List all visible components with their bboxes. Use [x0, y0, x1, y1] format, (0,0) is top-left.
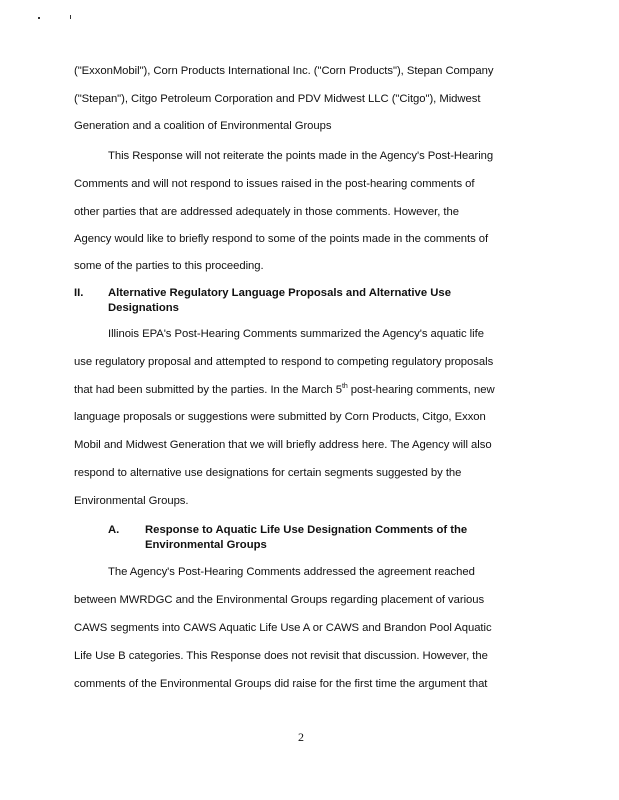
- paragraph1-line: ("Stepan"), Citgo Petroleum Corporation and PDV Midwest LLC ("Citgo"), Midwest: [74, 93, 481, 105]
- paragraph3-line: respond to alternative use designations for certain segments suggested by the: [74, 467, 462, 479]
- paragraph3-line: Mobil and Midwest Generation that we will briefly address here. The Agency will also: [74, 439, 492, 451]
- paragraph3-line: Illinois EPA's Post-Hearing Comments summarized the Agency's aquatic life: [108, 328, 484, 340]
- ordinal-superscript: th: [341, 383, 348, 391]
- scan-speck: [70, 15, 71, 19]
- paragraph4-line: comments of the Environmental Groups did raise for the first time the argument that: [74, 678, 488, 690]
- paragraph3-line-text: that had been submitted by the parties. In the March 5: [74, 384, 342, 396]
- paragraph1-line: Generation and a coalition of Environmental Groups: [74, 120, 332, 132]
- paragraph3-line: language proposals or suggestions were submitted by Corn Products, Citgo, Exxon: [74, 411, 486, 423]
- paragraph2-line: This Response will not reiterate the points made in the Agency's Post-Hearing: [108, 150, 494, 162]
- paragraph3-line: [74, 384, 495, 396]
- paragraph1-line: ("ExxonMobil"), Corn Products International Inc. ("Corn Products"), Stepan Company: [74, 65, 494, 77]
- paragraph3-line: use regulatory proposal and attempted to respond to competing regulatory proposals: [74, 356, 494, 368]
- paragraph4-line: CAWS segments into CAWS Aquatic Life Use A or CAWS and Brandon Pool Aquatic: [74, 622, 492, 634]
- paragraph3-line: Environmental Groups.: [74, 495, 189, 507]
- paragraph2-line: Comments and will not respond to issues raised in the post-hearing comments of: [74, 178, 475, 190]
- section-title-line: Designations: [108, 302, 179, 314]
- paragraph4-line: The Agency's Post-Hearing Comments addressed the agreement reached: [108, 566, 475, 578]
- paragraph2-line: Agency would like to briefly respond to some of the points made in the comments of: [74, 233, 489, 245]
- paragraph2-line: other parties that are addressed adequately in those comments. However, the: [74, 206, 459, 218]
- paragraph3-line-text: post-hearing comments, new: [347, 384, 495, 396]
- paragraph4-line: Life Use B categories. This Response does not revisit that discussion. However, the: [74, 650, 488, 662]
- paragraph2-line: some of the parties to this proceeding.: [74, 260, 264, 272]
- scan-speck: [38, 17, 40, 19]
- subsection-title-line: Environmental Groups: [145, 539, 267, 551]
- subsection-letter: A.: [108, 524, 120, 536]
- page-number: 2: [298, 730, 304, 744]
- paragraph4-line: between MWRDGC and the Environmental Groups regarding placement of various: [74, 594, 485, 606]
- section-title-line: Alternative Regulatory Language Proposals and Alternative Use: [108, 287, 451, 299]
- section-number: II.: [74, 287, 84, 299]
- subsection-title-line: Response to Aquatic Life Use Designation Comments of the: [145, 524, 468, 536]
